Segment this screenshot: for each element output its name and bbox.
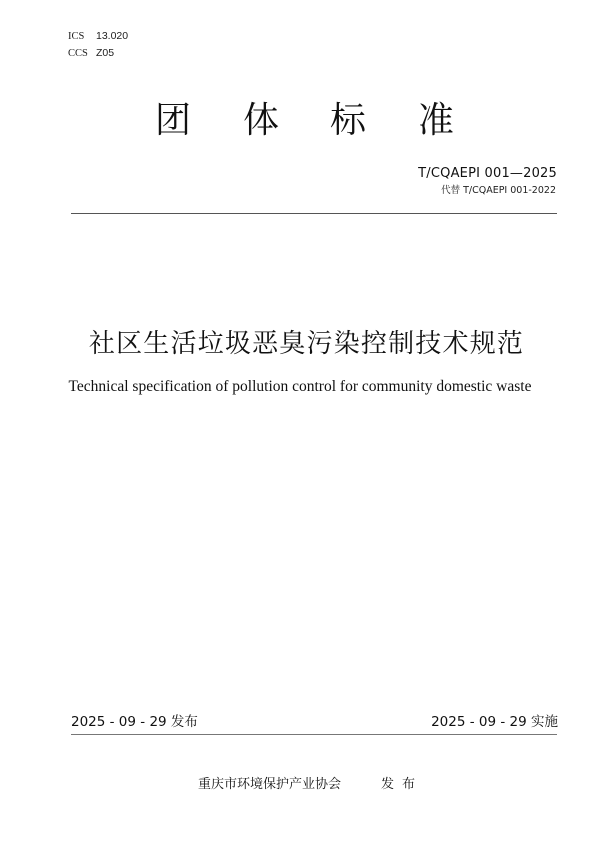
title-english: Technical specification of pollution control for community domestic waste bbox=[68, 378, 532, 395]
classification-codes bbox=[68, 28, 128, 62]
publish-label: 发布 bbox=[381, 777, 424, 792]
ccs-value: Z05 bbox=[96, 47, 115, 59]
header-divider bbox=[71, 213, 557, 214]
title-chinese: 社区生活垃圾恶臭污染控制技术规范 bbox=[88, 329, 525, 359]
ics-label: ICS bbox=[68, 31, 85, 42]
replaces-standard: 代替 T/CQAEPI 001-2022 bbox=[441, 185, 556, 196]
doc-type-char-3: 标 bbox=[330, 100, 367, 141]
footer-divider bbox=[71, 734, 557, 735]
doc-type-char-2: 体 bbox=[243, 100, 280, 141]
ics-row bbox=[68, 28, 128, 45]
standard-code: T/CQAEPI 001—2025 bbox=[418, 166, 557, 181]
ccs-row bbox=[68, 45, 128, 62]
publisher-name: 重庆市环境保护产业协会 bbox=[198, 777, 342, 792]
implementation-date: 2025 - 09 - 29 实施 bbox=[431, 714, 558, 730]
doc-type-char-1: 团 bbox=[155, 100, 192, 141]
doc-type-char-4: 准 bbox=[418, 100, 455, 141]
ics-value: 13.020 bbox=[96, 30, 129, 42]
document-type-heading bbox=[0, 96, 600, 146]
issue-date: 2025 - 09 - 29 发布 bbox=[71, 714, 198, 730]
ccs-label: CCS bbox=[68, 48, 88, 59]
